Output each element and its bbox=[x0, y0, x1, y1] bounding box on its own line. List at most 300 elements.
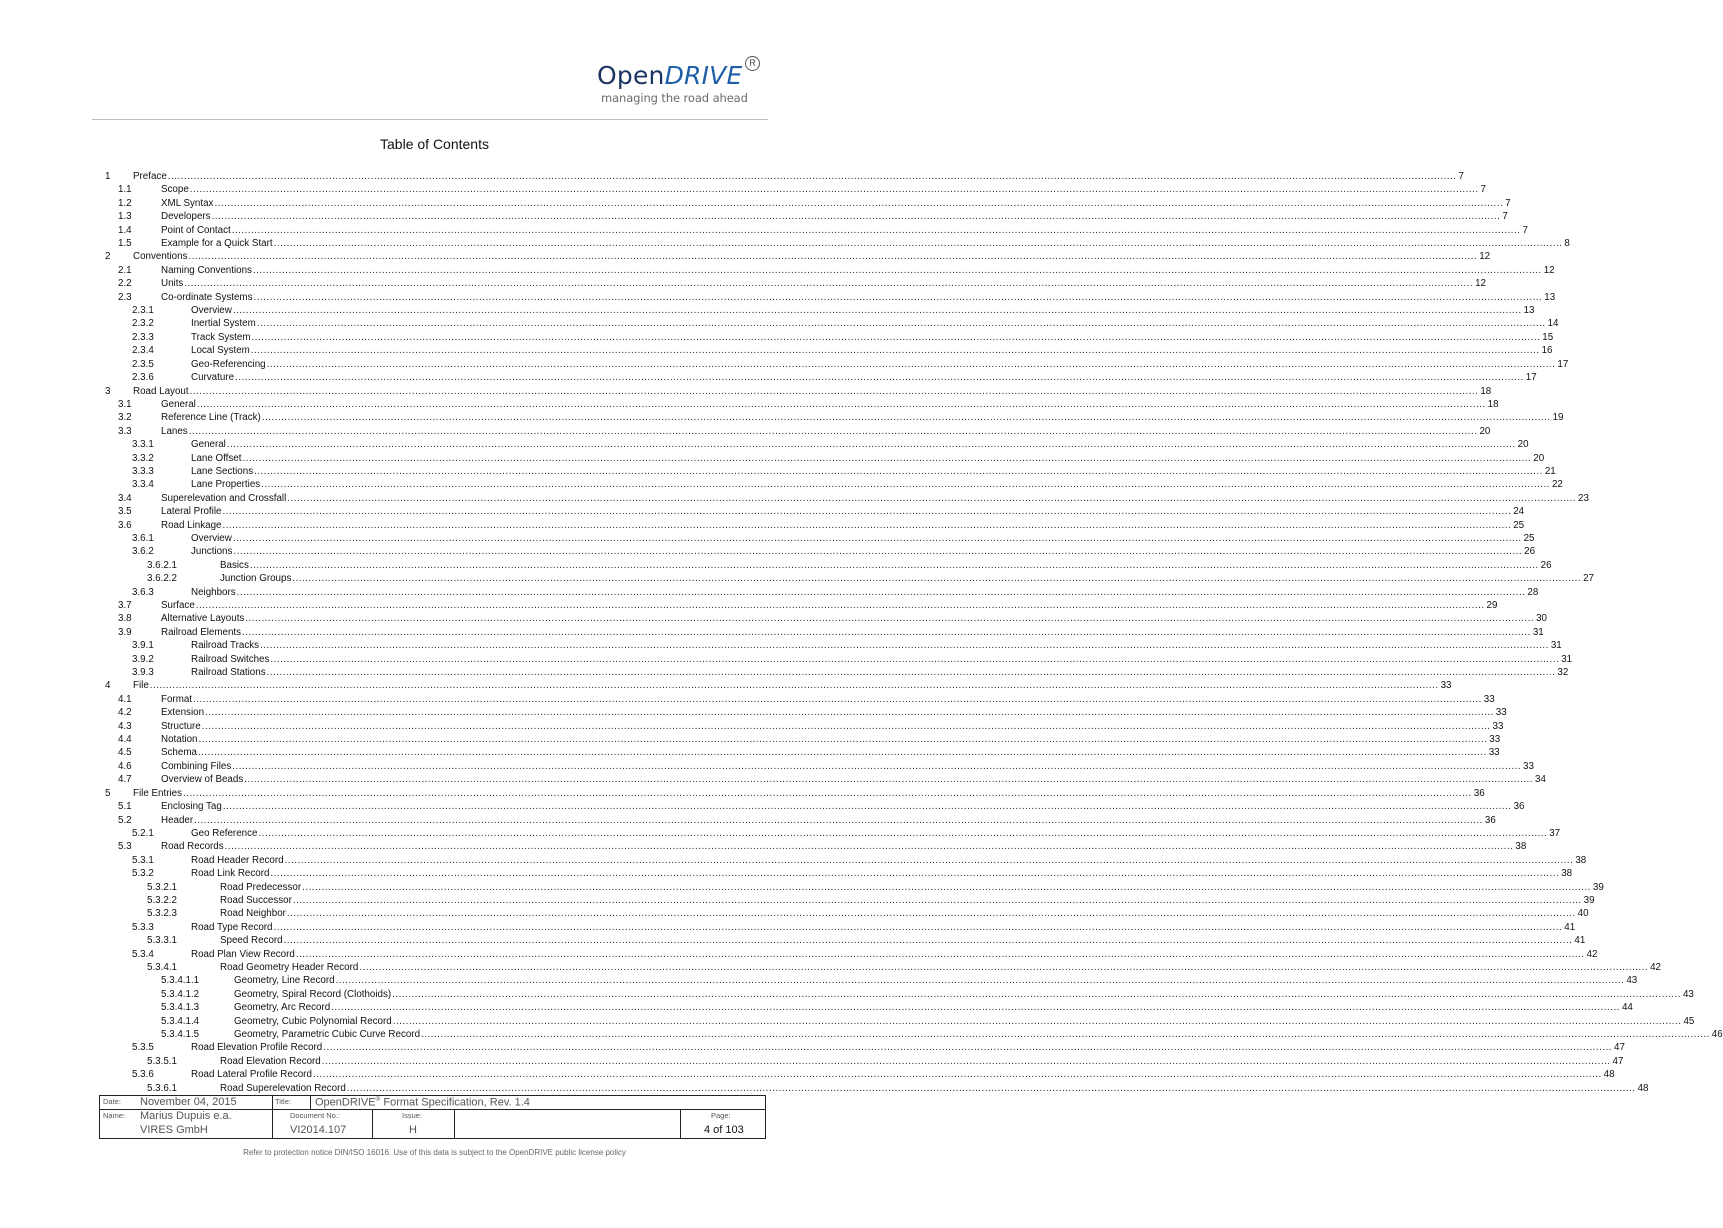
toc-leader-dots: ................................................................................................................................................................................................................................................................................................................................................................................................................ bbox=[184, 278, 1474, 290]
toc-entry-title: Railroad Elements bbox=[161, 626, 242, 638]
toc-entry[interactable] bbox=[100, 385, 1492, 398]
toc-entry-body bbox=[191, 317, 1559, 330]
toc-entry-title: XML Syntax bbox=[161, 197, 214, 209]
toc-entry-body bbox=[161, 800, 1525, 813]
toc-entry-title: Speed Record bbox=[220, 935, 283, 947]
toc-entry-body bbox=[133, 385, 1492, 398]
toc-entry[interactable] bbox=[100, 1055, 1624, 1068]
toc-entry[interactable] bbox=[100, 224, 1528, 237]
toc-entry-number: 5.3.4.1 bbox=[147, 961, 177, 973]
toc-entry-page: 14 bbox=[1547, 318, 1559, 330]
toc-entry-page: 7 bbox=[1522, 224, 1528, 236]
protection-notice: Refer to protection notice DIN/ISO 16016. Use of this data is subject to the OpenDRIVE public license policy bbox=[243, 1148, 626, 1157]
toc-entry[interactable] bbox=[100, 532, 1535, 545]
toc-entry-page: 12 bbox=[1543, 264, 1555, 276]
toc-entry-number: 1.5 bbox=[118, 238, 132, 250]
toc-leader-dots: ................................................................................................................................................................................................................................................................................................................................................................................................................ bbox=[302, 881, 1591, 893]
toc-entry-body bbox=[191, 639, 1562, 652]
toc-entry[interactable] bbox=[100, 881, 1604, 894]
toc-leader-dots: ................................................................................................................................................................................................................................................................................................................................................................................................................ bbox=[222, 506, 1512, 518]
toc-leader-dots: ................................................................................................................................................................................................................................................................................................................................................................................................................ bbox=[198, 734, 1488, 746]
toc-leader-dots: ................................................................................................................................................................................................................................................................................................................................................................................................................ bbox=[321, 1055, 1611, 1067]
toc-entry-title: Road Header Record bbox=[191, 854, 284, 866]
toc-leader-dots: ................................................................................................................................................................................................................................................................................................................................................................................................................ bbox=[194, 814, 1483, 826]
toc-entry-body bbox=[220, 1082, 1649, 1095]
toc-leader-dots: ................................................................................................................................................................................................................................................................................................................................................................................................................ bbox=[273, 238, 1563, 250]
toc-entry[interactable] bbox=[100, 921, 1576, 934]
toc-leader-dots: ................................................................................................................................................................................................................................................................................................................................................................................................................ bbox=[266, 667, 1556, 679]
toc-entry-number: 1.4 bbox=[118, 224, 132, 236]
toc-entry-body bbox=[161, 746, 1500, 759]
toc-entry-title: Road Geometry Header Record bbox=[220, 961, 359, 973]
toc-leader-dots: ................................................................................................................................................................................................................................................................................................................................................................................................................ bbox=[189, 385, 1479, 397]
toc-entry-number: 3.3.1 bbox=[132, 439, 154, 451]
toc-entry-title: Preface bbox=[133, 171, 167, 182]
toc-entry-page: 17 bbox=[1557, 358, 1569, 370]
toc-entry-page: 38 bbox=[1515, 841, 1527, 853]
toc-entry-body bbox=[234, 988, 1694, 1001]
toc-entry-title: Developers bbox=[161, 211, 211, 223]
toc-entry-title: Geometry, Arc Record bbox=[234, 1002, 331, 1014]
toc-entry[interactable] bbox=[100, 183, 1486, 196]
toc-entry[interactable] bbox=[100, 210, 1508, 223]
toc-entry-body bbox=[191, 854, 1587, 867]
toc-entry[interactable] bbox=[100, 452, 1545, 465]
toc-leader-dots: ................................................................................................................................................................................................................................................................................................................................................................................................................ bbox=[183, 787, 1472, 799]
footer-col-divider bbox=[454, 1109, 455, 1138]
doc-title-reg: ® bbox=[375, 1096, 381, 1103]
footer-col-divider bbox=[680, 1109, 681, 1138]
toc-entry-number: 3.4 bbox=[118, 492, 132, 504]
toc-entry[interactable] bbox=[100, 478, 1563, 491]
toc-entry-number: 5.3.4.1.1 bbox=[161, 975, 200, 987]
toc-entry-title: Structure bbox=[161, 720, 201, 732]
toc-leader-dots: ................................................................................................................................................................................................................................................................................................................................................................................................................ bbox=[242, 626, 1531, 638]
toc-entry[interactable] bbox=[100, 827, 1561, 840]
toc-entry[interactable] bbox=[100, 1041, 1625, 1054]
toc-entry[interactable] bbox=[100, 344, 1553, 357]
toc-entry-title: Format bbox=[161, 693, 193, 705]
toc-entry-body bbox=[161, 599, 1498, 612]
toc-entry-body bbox=[191, 452, 1545, 465]
toc-entry[interactable] bbox=[100, 1068, 1615, 1081]
toc-entry[interactable] bbox=[100, 974, 1638, 987]
toc-entry-body bbox=[161, 760, 1534, 773]
toc-entry[interactable] bbox=[100, 894, 1595, 907]
logo-tagline: managing the road ahead bbox=[601, 91, 748, 105]
toc-leader-dots: ................................................................................................................................................................................................................................................................................................................................................................................................................ bbox=[250, 345, 1540, 357]
toc-leader-dots: ................................................................................................................................................................................................................................................................................................................................................................................................................ bbox=[231, 224, 1521, 236]
toc-entry-number: 3.7 bbox=[118, 600, 132, 611]
toc-entry-body bbox=[191, 921, 1576, 934]
toc-entry-title: Conventions bbox=[133, 251, 188, 263]
toc-entry-body bbox=[191, 827, 1561, 840]
toc-entry-number: 3.3 bbox=[118, 425, 132, 437]
toc-entry-number: 5.3.6.1 bbox=[147, 1082, 177, 1094]
toc-entry-body bbox=[161, 411, 1564, 424]
toc-entry-title: Point of Contact bbox=[161, 224, 231, 236]
toc-entry-body bbox=[161, 626, 1544, 639]
toc-entry-title: File bbox=[133, 680, 149, 692]
toc-leader-dots: ................................................................................................................................................................................................................................................................................................................................................................................................................ bbox=[292, 573, 1582, 585]
toc-entry[interactable] bbox=[100, 371, 1537, 384]
toc-leader-dots: ................................................................................................................................................................................................................................................................................................................................................................................................................ bbox=[197, 747, 1487, 759]
toc-entry-title: Naming Conventions bbox=[161, 264, 252, 276]
toc-leader-dots: ................................................................................................................................................................................................................................................................................................................................................................................................................ bbox=[258, 827, 1548, 839]
toc-entry[interactable] bbox=[100, 264, 1555, 277]
toc-leader-dots: ................................................................................................................................................................................................................................................................................................................................................................................................................ bbox=[392, 988, 1681, 1000]
toc-entry-page: 31 bbox=[1550, 640, 1562, 652]
toc-entry-number: 3 bbox=[105, 385, 111, 397]
toc-entry[interactable] bbox=[100, 867, 1573, 880]
toc-entry-body bbox=[191, 1041, 1625, 1054]
doc-title bbox=[315, 1096, 530, 1109]
toc-entry-page: 7 bbox=[1480, 184, 1486, 196]
toc-entry[interactable] bbox=[100, 840, 1527, 853]
toc-entry-number: 3.6 bbox=[118, 519, 132, 531]
toc-entry-page: 37 bbox=[1549, 827, 1561, 839]
toc-entry[interactable] bbox=[100, 934, 1586, 947]
toc-entry-number: 4.4 bbox=[118, 734, 132, 746]
toc-entry[interactable] bbox=[100, 545, 1536, 558]
toc-entry[interactable] bbox=[100, 170, 1464, 183]
toc-entry[interactable] bbox=[100, 1082, 1649, 1095]
toc-entry[interactable] bbox=[100, 907, 1589, 920]
footer-table bbox=[99, 1095, 766, 1139]
toc-entry-title: Scope bbox=[161, 184, 189, 196]
toc-entry[interactable] bbox=[100, 586, 1539, 599]
toc-entry-number: 5.3.4 bbox=[132, 948, 154, 960]
toc-entry[interactable] bbox=[100, 639, 1562, 652]
toc-entry[interactable] bbox=[100, 237, 1570, 250]
toc-leader-dots: ................................................................................................................................................................................................................................................................................................................................................................................................................ bbox=[346, 1082, 1636, 1094]
toc-entry-number: 1.2 bbox=[118, 197, 132, 209]
issue-label: Issue: bbox=[402, 1111, 423, 1120]
toc-entry[interactable] bbox=[100, 720, 1504, 733]
toc-entry[interactable] bbox=[100, 572, 1595, 585]
issue-value: H bbox=[409, 1124, 417, 1136]
toc-leader-dots: ................................................................................................................................................................................................................................................................................................................................................................................................................ bbox=[214, 197, 1504, 209]
toc-entry-number: 4.1 bbox=[118, 693, 132, 705]
logo-wordmark bbox=[597, 62, 742, 90]
toc-entry-body bbox=[234, 1001, 1633, 1014]
toc-leader-dots: ................................................................................................................................................................................................................................................................................................................................................................................................................ bbox=[188, 425, 1478, 437]
toc-entry-title: Road Elevation Record bbox=[220, 1055, 321, 1067]
toc-entry-body bbox=[161, 425, 1491, 438]
toc-entry-title: Road Records bbox=[161, 841, 224, 853]
toc-entry-title: Example for a Quick Start bbox=[161, 238, 273, 250]
toc-entry-number: 3.9.3 bbox=[132, 667, 154, 679]
toc-leader-dots: ................................................................................................................................................................................................................................................................................................................................................................................................................ bbox=[287, 492, 1577, 504]
toc-entry-number: 5.3.4.1.2 bbox=[161, 988, 200, 1000]
toc-entry-body bbox=[161, 224, 1528, 237]
toc-entry-body bbox=[191, 438, 1529, 451]
toc-entry-page: 42 bbox=[1650, 961, 1661, 973]
toc-entry-body bbox=[161, 237, 1570, 250]
toc-leader-dots: ................................................................................................................................................................................................................................................................................................................................................................................................................ bbox=[335, 975, 1625, 987]
toc-entry-page: 7 bbox=[1502, 211, 1508, 223]
toc-entry-title: Road Link Record bbox=[191, 868, 270, 880]
toc-leader-dots: ................................................................................................................................................................................................................................................................................................................................................................................................................ bbox=[242, 452, 1532, 464]
toc-entry[interactable] bbox=[100, 197, 1511, 210]
toc-entry-page: 43 bbox=[1682, 988, 1694, 1000]
docno-value: VI2014.107 bbox=[290, 1124, 347, 1136]
toc-entry[interactable] bbox=[100, 358, 1569, 371]
toc-entry-number: 2.3 bbox=[118, 291, 132, 303]
toc-leader-dots: ................................................................................................................................................................................................................................................................................................................................................................................................................ bbox=[244, 774, 1533, 786]
toc-entry-number: 2.3.6 bbox=[132, 372, 154, 384]
toc-entry-page: 33 bbox=[1489, 734, 1501, 746]
toc-entry[interactable] bbox=[100, 411, 1564, 424]
toc-entry[interactable] bbox=[100, 398, 1499, 411]
toc-entry-page: 43 bbox=[1626, 975, 1638, 987]
toc-entry[interactable] bbox=[100, 988, 1694, 1001]
toc-entry[interactable] bbox=[100, 1001, 1633, 1014]
toc-entry-page: 20 bbox=[1517, 439, 1529, 451]
toc-leader-dots: ................................................................................................................................................................................................................................................................................................................................................................................................................ bbox=[359, 961, 1649, 973]
toc-entry[interactable] bbox=[100, 773, 1546, 786]
footer-col-divider bbox=[372, 1109, 373, 1138]
toc-entry-page: 22 bbox=[1551, 479, 1563, 491]
toc-entry[interactable] bbox=[100, 800, 1525, 813]
toc-entry[interactable] bbox=[100, 599, 1498, 612]
toc-entry[interactable] bbox=[100, 291, 1556, 304]
toc-entry[interactable] bbox=[100, 465, 1556, 478]
toc-entry-number: 5.3.4.1.5 bbox=[161, 1029, 200, 1040]
toc-entry-number: 3.6.2 bbox=[132, 546, 154, 558]
toc-entry[interactable] bbox=[100, 706, 1507, 719]
toc-entry-title: Extension bbox=[161, 707, 205, 719]
toc-entry[interactable] bbox=[100, 666, 1569, 679]
toc-entry[interactable] bbox=[100, 1015, 1695, 1028]
toc-entry-page: 33 bbox=[1488, 747, 1500, 759]
toc-leader-dots: ................................................................................................................................................................................................................................................................................................................................................................................................................ bbox=[312, 1069, 1602, 1081]
toc-entry-title: Road Plan View Record bbox=[191, 948, 295, 960]
toc-entry-title: Railroad Stations bbox=[191, 667, 266, 679]
toc-entry-body bbox=[191, 653, 1573, 666]
toc-entry[interactable] bbox=[100, 1028, 1723, 1041]
toc-entry-body bbox=[133, 679, 1452, 692]
toc-entry-title: File Entries bbox=[133, 787, 182, 799]
toc-entry-number: 5.3 bbox=[118, 841, 132, 853]
toc-title: Table of Contents bbox=[380, 136, 489, 152]
toc-entry-title: General bbox=[161, 398, 196, 410]
toc-entry-page: 48 bbox=[1603, 1069, 1615, 1081]
toc-entry-number: 3.8 bbox=[118, 613, 132, 625]
toc-entry-page: 8 bbox=[1564, 238, 1570, 250]
toc-entry[interactable] bbox=[100, 948, 1598, 961]
toc-entry-body bbox=[220, 1055, 1624, 1068]
toc-entry-title: Superelevation and Crossfall bbox=[161, 492, 287, 504]
page-value: 4 of 103 bbox=[704, 1124, 744, 1136]
toc-entry-title: Railroad Tracks bbox=[191, 640, 260, 652]
toc-leader-dots: ................................................................................................................................................................................................................................................................................................................................................................................................................ bbox=[253, 291, 1543, 303]
toc-entry-title: Railroad Switches bbox=[191, 653, 270, 665]
toc-entry[interactable] bbox=[100, 559, 1552, 572]
toc-entry-body bbox=[161, 277, 1486, 290]
toc-entry-page: 33 bbox=[1483, 693, 1495, 705]
toc-entry-title: Junction Groups bbox=[220, 573, 292, 585]
toc-entry-page: 42 bbox=[1586, 948, 1598, 960]
toc-entry[interactable] bbox=[100, 733, 1501, 746]
toc-entry-number: 5.3.1 bbox=[132, 854, 154, 866]
toc-entry-page: 12 bbox=[1479, 251, 1491, 263]
toc-entry-page: 25 bbox=[1523, 532, 1535, 544]
toc-entry-number: 5.3.3.1 bbox=[147, 935, 177, 947]
toc-entry-title: Overview of Beads bbox=[161, 774, 244, 786]
toc-entry-title: Geo Reference bbox=[191, 827, 258, 839]
toc-entry[interactable] bbox=[100, 492, 1589, 505]
footer-col-divider bbox=[310, 1096, 311, 1109]
toc-entry-number: 4.7 bbox=[118, 774, 132, 786]
toc-leader-dots: ................................................................................................................................................................................................................................................................................................................................................................................................................ bbox=[286, 908, 1576, 920]
toc-entry-body bbox=[191, 371, 1537, 384]
author-name: Marius Dupuis e.a. bbox=[140, 1110, 232, 1122]
toc-entry-page: 16 bbox=[1541, 345, 1553, 357]
toc-leader-dots: ................................................................................................................................................................................................................................................................................................................................................................................................................ bbox=[283, 935, 1573, 947]
toc-entry-body bbox=[191, 478, 1563, 491]
toc-entry-number: 5.3.5 bbox=[132, 1042, 154, 1054]
toc-entry[interactable] bbox=[100, 854, 1587, 867]
toc-leader-dots: ................................................................................................................................................................................................................................................................................................................................................................................................................ bbox=[261, 479, 1550, 491]
toc-entry-title: Geometry, Parametric Cubic Curve Record bbox=[234, 1029, 421, 1040]
toc-entry-page: 36 bbox=[1513, 801, 1525, 813]
toc-entry[interactable] bbox=[100, 961, 1661, 974]
toc-entry[interactable] bbox=[100, 425, 1491, 438]
toc-entry-page: 46 bbox=[1711, 1029, 1723, 1040]
toc-entry[interactable] bbox=[100, 626, 1544, 639]
toc-entry-title: Road Superelevation Record bbox=[220, 1082, 346, 1094]
toc-entry-title: Lane Properties bbox=[191, 479, 261, 491]
toc-entry-page: 28 bbox=[1527, 586, 1539, 598]
toc-entry-number: 5.3.5.1 bbox=[147, 1055, 177, 1067]
toc-entry-number: 1 bbox=[105, 171, 111, 182]
toc-entry-title: Road Linkage bbox=[161, 519, 222, 531]
toc-leader-dots: ................................................................................................................................................................................................................................................................................................................................................................................................................ bbox=[233, 546, 1523, 558]
toc-entry-title: Alternative Layouts bbox=[161, 613, 245, 625]
toc-entry-title: Basics bbox=[220, 559, 249, 571]
toc-entry-number: 5.3.4.1.4 bbox=[161, 1015, 200, 1027]
toc-entry-title: Combining Files bbox=[161, 760, 232, 772]
toc-entry-title: Road Layout bbox=[133, 385, 189, 397]
toc-leader-dots: ................................................................................................................................................................................................................................................................................................................................................................................................................ bbox=[205, 707, 1494, 719]
toc-leader-dots: ................................................................................................................................................................................................................................................................................................................................................................................................................ bbox=[273, 921, 1563, 933]
toc-entry-page: 18 bbox=[1480, 385, 1492, 397]
toc-entry-title: Geometry, Cubic Polynomial Record bbox=[234, 1015, 392, 1027]
toc-entry[interactable] bbox=[100, 317, 1559, 330]
toc-entry-body bbox=[220, 934, 1586, 947]
toc-entry-page: 34 bbox=[1535, 774, 1546, 786]
toc-entry[interactable] bbox=[100, 519, 1525, 532]
toc-entry-body bbox=[191, 586, 1539, 599]
table-of-contents bbox=[100, 170, 1723, 1095]
toc-entry-title: General bbox=[191, 439, 226, 451]
toc-leader-dots: ................................................................................................................................................................................................................................................................................................................................................................................................................ bbox=[260, 640, 1549, 652]
toc-entry[interactable] bbox=[100, 693, 1495, 706]
toc-entry-number: 5.3.6 bbox=[132, 1069, 154, 1081]
toc-entry[interactable] bbox=[100, 814, 1496, 827]
toc-entry[interactable] bbox=[100, 304, 1535, 317]
toc-entry-title: Header bbox=[161, 814, 194, 826]
toc-entry-page: 48 bbox=[1637, 1082, 1649, 1094]
toc-entry-page: 33 bbox=[1492, 720, 1504, 732]
toc-entry-page: 27 bbox=[1583, 573, 1595, 585]
toc-entry-number: 5.3.3 bbox=[132, 921, 154, 933]
toc-entry-number: 5.2.1 bbox=[132, 827, 154, 839]
toc-entry-body bbox=[133, 170, 1464, 183]
toc-entry-number: 3.1 bbox=[118, 398, 132, 410]
toc-entry[interactable] bbox=[100, 277, 1486, 290]
toc-leader-dots: ................................................................................................................................................................................................................................................................................................................................................................................................................ bbox=[392, 1015, 1682, 1027]
toc-entry-title: Track System bbox=[191, 331, 251, 343]
toc-entry-body bbox=[191, 358, 1569, 371]
toc-entry-body bbox=[220, 572, 1595, 585]
toc-entry-page: 19 bbox=[1552, 412, 1564, 424]
toc-entry[interactable] bbox=[100, 760, 1534, 773]
toc-entry-page: 39 bbox=[1592, 881, 1604, 893]
toc-entry-title: Road Lateral Profile Record bbox=[191, 1069, 312, 1081]
toc-entry-number: 1.3 bbox=[118, 211, 132, 223]
toc-entry[interactable] bbox=[100, 679, 1452, 692]
toc-entry-number: 3.6.2.1 bbox=[147, 559, 177, 571]
toc-entry-body bbox=[161, 264, 1555, 277]
opendrive-logo bbox=[597, 56, 767, 108]
toc-entry-number: 3.6.2.2 bbox=[147, 573, 177, 585]
toc-entry-page: 7 bbox=[1458, 171, 1464, 182]
toc-leader-dots: ................................................................................................................................................................................................................................................................................................................................................................................................................ bbox=[266, 358, 1556, 370]
toc-entry-number: 3.9 bbox=[118, 626, 132, 638]
toc-entry-body bbox=[191, 532, 1535, 545]
toc-entry-page: 36 bbox=[1484, 814, 1496, 826]
toc-entry[interactable] bbox=[100, 505, 1525, 518]
toc-entry-page: 21 bbox=[1544, 465, 1556, 477]
toc-entry[interactable] bbox=[100, 438, 1529, 451]
toc-entry-page: 45 bbox=[1683, 1015, 1695, 1027]
toc-leader-dots: ................................................................................................................................................................................................................................................................................................................................................................................................................ bbox=[270, 868, 1560, 880]
toc-entry[interactable] bbox=[100, 250, 1491, 263]
toc-entry-body bbox=[234, 974, 1638, 987]
toc-leader-dots: ................................................................................................................................................................................................................................................................................................................................................................................................................ bbox=[167, 171, 1457, 182]
toc-entry-body bbox=[161, 492, 1589, 505]
toc-entry-page: 25 bbox=[1513, 519, 1525, 531]
toc-entry[interactable] bbox=[100, 331, 1554, 344]
header-divider bbox=[92, 119, 768, 120]
toc-entry-page: 47 bbox=[1612, 1055, 1624, 1067]
toc-leader-dots: ................................................................................................................................................................................................................................................................................................................................................................................................................ bbox=[284, 854, 1574, 866]
toc-entry[interactable] bbox=[100, 653, 1573, 666]
toc-entry-body bbox=[161, 519, 1525, 532]
toc-entry-body bbox=[191, 1068, 1615, 1081]
toc-entry-body bbox=[133, 250, 1491, 263]
toc-entry[interactable] bbox=[100, 612, 1547, 625]
toc-entry-page: 29 bbox=[1486, 600, 1498, 611]
toc-entry-page: 20 bbox=[1479, 425, 1491, 437]
toc-entry-title: Enclosing Tag bbox=[161, 801, 222, 813]
toc-leader-dots: ................................................................................................................................................................................................................................................................................................................................................................................................................ bbox=[224, 841, 1514, 853]
toc-entry-page: 31 bbox=[1532, 626, 1544, 638]
toc-entry[interactable] bbox=[100, 787, 1485, 800]
toc-leader-dots: ................................................................................................................................................................................................................................................................................................................................................................................................................ bbox=[211, 211, 1501, 223]
toc-entry-number: 3.6.3 bbox=[132, 586, 154, 598]
toc-entry-page: 44 bbox=[1621, 1002, 1633, 1014]
toc-entry-title: Road Type Record bbox=[191, 921, 273, 933]
toc-entry-title: Lanes bbox=[161, 425, 188, 437]
toc-entry-number: 2.3.3 bbox=[132, 331, 154, 343]
toc-entry-page: 23 bbox=[1578, 492, 1589, 504]
toc-entry[interactable] bbox=[100, 746, 1500, 759]
toc-entry-number: 3.9.1 bbox=[132, 640, 154, 652]
toc-entry-page: 33 bbox=[1495, 707, 1507, 719]
